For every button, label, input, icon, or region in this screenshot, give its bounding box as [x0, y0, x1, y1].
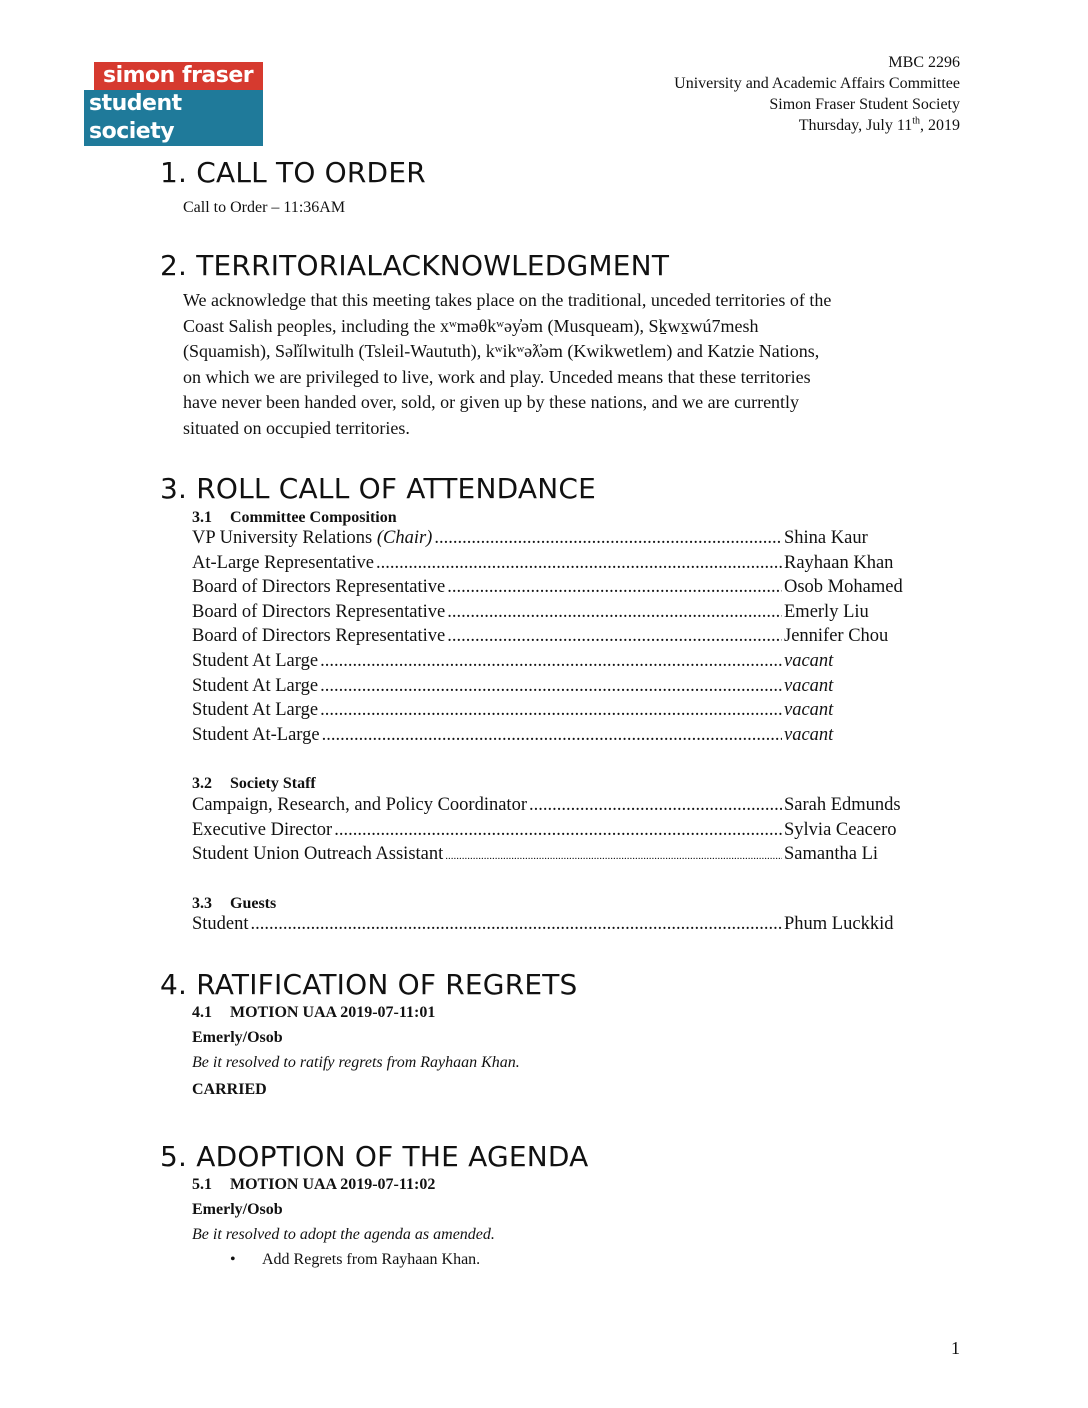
- date-prefix: Thursday, July 11: [798, 117, 913, 134]
- motion-title: 5.1 MOTION UAA 2019-07-11:02: [192, 1176, 436, 1193]
- section-call-to-order-heading: 1. CALL TO ORDER: [160, 156, 426, 189]
- roster-row: Student Union Outreach Assistant ..... Samantha Li: [192, 844, 932, 869]
- document-code: MBC 2296: [888, 54, 960, 71]
- ack-line: Coast Salish peoples, including the xʷməθkʷəy̓əm (Musqueam), Sḵwx̱wú7mesh: [183, 315, 759, 336]
- motion-resolution: Be it resolved to adopt the agenda as amended.: [192, 1226, 495, 1243]
- bullet-icon: •: [230, 1251, 236, 1268]
- roster-row: Executive Director ..... Sylvia Ceacero: [192, 820, 932, 845]
- sfss-logo: [84, 62, 263, 146]
- section-adoption-of-agenda-heading: 5. ADOPTION OF THE AGENDA: [160, 1140, 589, 1173]
- roster-row: Student At-Large ..... vacant: [192, 725, 932, 750]
- roster-row: Board of Directors Representative ..... Osob Mohamed: [192, 577, 932, 602]
- ack-line: situated on occupied territories.: [183, 417, 410, 438]
- ack-line: have never been handed over, sold, or given up by these nations, and we are currently: [183, 392, 800, 412]
- motion-title: 4.1 MOTION UAA 2019-07-11:01: [192, 1004, 436, 1021]
- date-sup: th: [912, 115, 920, 127]
- guests-subheading: 3.3 Guests: [192, 895, 277, 912]
- meeting-date: [674, 115, 960, 136]
- roster-row: Student At Large ..... vacant: [192, 700, 932, 725]
- roster-row: Student ..... Phum Luckkid: [192, 914, 932, 939]
- society-staff-subheading: 3.2 Society Staff: [192, 775, 316, 792]
- guests-list: [192, 914, 932, 939]
- section-ratification-of-regrets-heading: 4. RATIFICATION OF REGRETS: [160, 968, 578, 1001]
- roster-row: Campaign, Research, and Policy Coordinator ..... Sarah Edmunds: [192, 795, 932, 820]
- section-roll-call-heading: 3. ROLL CALL OF ATTENDANCE: [160, 472, 597, 505]
- committee-name: University and Academic Affairs Committee: [674, 75, 960, 92]
- call-to-order-text: Call to Order – 11:36AM: [183, 199, 346, 216]
- committee-composition-list: [192, 528, 932, 749]
- section-territorial-acknowledgment-heading: 2. TERRITORIALACKNOWLEDGMENT: [160, 249, 670, 282]
- ack-line: on which we are privileged to live, work and play. Unceded means that these territories: [183, 366, 811, 387]
- motion-resolution: Be it resolved to ratify regrets from Rayhaan Khan.: [192, 1054, 520, 1071]
- page-number: 1: [951, 1338, 960, 1358]
- ack-line: (Squamish), Səl̓ílwitulh (Tsleil-Waututh), kʷikʷəƛ̓əm (Kwikwetlem) and Katzie Nations,: [183, 341, 820, 361]
- document-header: [674, 52, 960, 136]
- society-staff-list: [192, 795, 932, 869]
- roster-row: Student At Large ..... vacant: [192, 676, 932, 701]
- agenda-amendment-item: • Add Regrets from Rayhaan Khan.: [230, 1249, 480, 1271]
- society-name: Simon Fraser Student Society: [769, 96, 960, 113]
- logo-line-1: simon fraser: [94, 62, 263, 90]
- roster-row: Board of Directors Representative ..... Jennifer Chou: [192, 626, 932, 651]
- ack-line: We acknowledge that this meeting takes place on the traditional, unceded territories of the: [183, 290, 832, 310]
- motion-agenda: [192, 1172, 892, 1247]
- motion-mover: Emerly/Osob: [192, 1201, 283, 1218]
- roster-row: VP University Relations (Chair) ..... Shina Kaur: [192, 528, 932, 553]
- logo-line-2: student society: [84, 90, 263, 146]
- motion-mover: Emerly/Osob: [192, 1029, 283, 1046]
- roster-row: Student At Large ..... vacant: [192, 651, 932, 676]
- territorial-acknowledgment-text: [183, 288, 973, 441]
- motion-status: CARRIED: [192, 1081, 267, 1098]
- date-suffix: , 2019: [920, 117, 960, 134]
- roster-row: At-Large Representative ..... Rayhaan Khan: [192, 553, 932, 578]
- committee-composition-subheading: 3.1 Committee Composition: [192, 509, 397, 526]
- motion-regrets: [192, 1000, 892, 1104]
- roster-row: Board of Directors Representative ..... Emerly Liu: [192, 602, 932, 627]
